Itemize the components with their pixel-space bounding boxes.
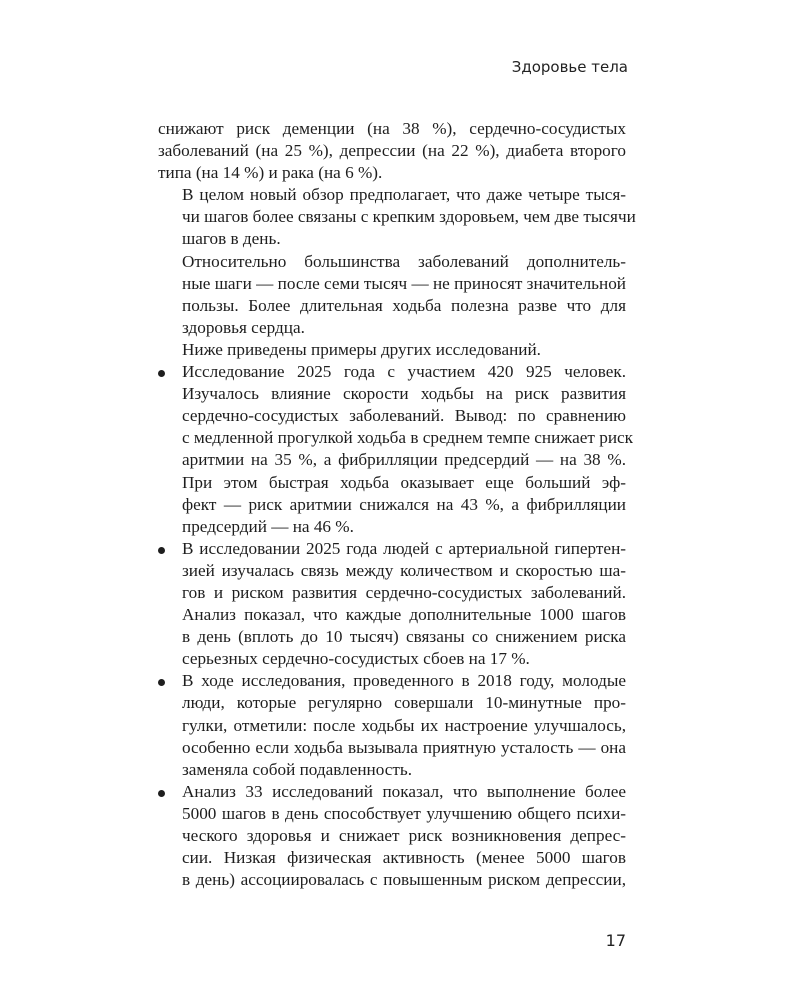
text-line: Анализ показал, что каждые дополнительные 1000 шагов [182,605,626,625]
bullet-icon [158,790,165,797]
text-line: гов и риском развития сердечно-сосудистых заболеваний. [182,582,626,602]
text-line: пользы. Более длительная ходьба полезна разве что для [182,295,626,315]
text-line: 5000 шагов в день способствует улучшению общего психи- [182,803,626,823]
text-line: шагов в день. [182,229,281,249]
list-item [158,361,634,538]
text-line: сии. Низкая физическая активность (менее 5000 шагов [182,848,626,868]
text-line: снижают риск деменции (на 38 %), сердечно-сосудистых [158,119,626,138]
text-line: заболеваний (на 25 %), депрессии (на 22 %), диабета второго [158,141,626,161]
text-line: заменяла собой подавленность. [182,759,413,779]
text-line: Исследование 2025 года с участием 420 925 человек. [182,362,626,382]
text-line: здоровья сердца. [182,317,305,337]
text-line: с медленной прогулкой ходьба в среднем темпе снижает риск [182,428,634,448]
text-line: При этом быстрая ходьба оказывает еще больший эф- [182,472,626,492]
text-line: зией изучалась связь между количеством и скоростью ша- [182,560,626,580]
paragraph-continuation [158,118,626,184]
text-line: сердечно-сосудистых заболеваний. Вывод: по сравнению [182,406,626,426]
text-line: типа (на 14 %) и рака (на 6 %). [158,163,383,183]
text-line: люди, которые регулярно совершали 10-минутные про- [182,693,626,713]
text-line: ные шаги — после семи тысяч — не приносят значительной [182,273,626,293]
running-header: Здоровье тела [511,58,628,76]
page-number: 17 [605,931,626,950]
studies-list [158,361,634,891]
text-line: чи шагов более связаны с крепким здоровьем, чем две тысячи [182,207,636,227]
bullet-icon [158,370,165,377]
bullet-icon [158,679,165,686]
text-line: В исследовании 2025 года людей с артериальной гипертен- [182,538,626,558]
list-item [158,781,626,891]
text-line: Анализ 33 исследований показал, что выполнение более [182,781,626,801]
text-line: В целом новый обзор предполагает, что даже четыре тыся- [182,185,626,205]
text-line: В ходе исследования, проведенного в 2018 году, молодые [182,671,626,691]
text-line: аритмии на 35 %, а фибрилляции предсердий — на 38 %. [182,450,626,470]
paragraph-overview [158,184,636,250]
list-item [158,670,626,780]
text-line: гулки, отметили: после ходьбы их настроение улучшалось, [182,715,626,735]
text-line: особенно если ходьба вызывала приятную усталость — она [182,737,626,757]
bullet-icon [158,547,165,554]
text-line: Изучалось влияние скорости ходьбы на риск развития [182,384,626,404]
text-line: Ниже приведены примеры других исследований. [182,339,541,359]
body-text [158,118,636,891]
text-line: ческого здоровья и снижает риск возникновения депрес- [182,826,626,845]
list-item [158,538,626,671]
paragraph-intro-list [158,339,626,361]
text-line: серьезных сердечно-сосудистых сбоев на 17 %. [182,649,530,669]
text-line: предсердий — на 46 %. [182,516,354,536]
text-line: в день (вплоть до 10 тысяч) связаны со снижением риска [182,627,626,647]
text-line: Относительно большинства заболеваний дополнитель- [182,251,626,271]
text-line: в день) ассоциировалась с повышенным риском депрессии, [182,870,626,890]
text-line: фект — риск аритмии снижался на 43 %, а фибрилляции [182,494,626,514]
paragraph-extra-steps [158,251,626,339]
